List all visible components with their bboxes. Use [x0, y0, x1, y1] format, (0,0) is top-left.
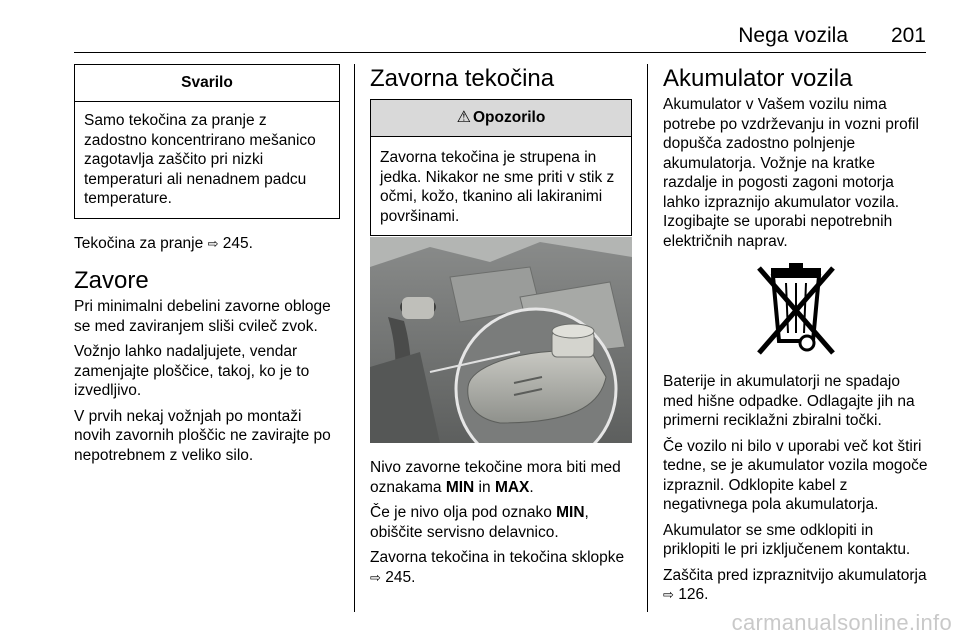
page-number: 201 — [890, 24, 926, 47]
column-middle — [370, 64, 632, 236]
battery-heading: Akumulator vozila — [663, 65, 853, 92]
engine-bay-illustration — [370, 237, 632, 443]
paragraph: Pri minimalni debelini zavorne obloge se med zaviranjem sliši cvileč zvok. — [74, 298, 331, 335]
text-run: in — [474, 478, 495, 496]
reference-page[interactable]: 126. — [678, 586, 709, 603]
max-mark: MAX — [494, 478, 530, 496]
text-run: . — [529, 478, 534, 496]
brake-fluid-heading: Zavorna tekočina — [370, 65, 555, 92]
column-divider — [354, 64, 355, 612]
section-title: Nega vozila — [738, 24, 848, 47]
paragraph: Če vozilo ni bilo v uporabi več kot štiri tedne, se je akumulator vozila mogoče izpraznil. Odklopite kabel z negativnega pola akumulatorja. — [663, 437, 928, 513]
level-paragraph — [370, 458, 632, 497]
warning-text: Zavorna tekočina je strupena in jedka. Nikakor ne sme priti v stik z očmi, kožo, tkanino ali lakiranimi površinami. — [380, 149, 615, 225]
warning-triangle-icon: ⚠ — [456, 109, 471, 126]
caution-text: Samo tekočina za pranje z zadostno koncentrirano mešanico zagotavlja zaščito pri nizki temperaturi ali nenadnem padcu temperature. — [84, 112, 316, 207]
column-divider — [647, 64, 648, 612]
reference-text: Tekočina za pranje — [74, 234, 204, 252]
warning-box — [370, 99, 632, 236]
warning-title-text: Opozorilo — [473, 109, 546, 126]
caution-box — [74, 64, 340, 219]
reference-page[interactable]: 245. — [222, 234, 253, 252]
text-run: Nivo zavorne tekočine mora biti med oznakama — [370, 459, 621, 496]
text-run: , obiščite servisno delavnico. — [370, 504, 589, 541]
crossed-out-bin-icon — [751, 263, 841, 358]
caution-title: Svarilo — [75, 65, 339, 102]
paragraph: Vožnjo lahko nadaljujete, vendar zamenjajte ploščice, takoj, ko je to izvedljivo. — [74, 343, 310, 399]
warning-title — [371, 100, 631, 137]
recycling-symbol — [663, 263, 928, 358]
service-paragraph — [370, 503, 632, 542]
column-middle-lower — [370, 458, 632, 593]
brakes-heading: Zavore — [74, 267, 149, 294]
reference-arrow-icon: ⇨ — [207, 235, 219, 251]
watermark: carmanualsonline.info — [731, 610, 952, 635]
paragraph: Akumulator se sme odklopiti in priklopiti le pri izključenem kontaktu. — [663, 521, 911, 558]
reference-arrow-icon: ⇨ — [370, 569, 381, 585]
paragraph: V prvih nekaj vožnjah po montaži novih zavornih ploščic ne zavirajte po nepotrebnem z veliko silo. — [74, 407, 331, 464]
min-mark: MIN — [445, 478, 475, 496]
paragraph: Baterije in akumulatorji ne spadajo med hišne odpadke. Odlagajte jih na primerni reciklažni zbiralni točki. — [663, 373, 915, 429]
text-run: Če je nivo olja pod oznako — [370, 504, 557, 521]
page-header — [74, 20, 926, 53]
reference-text: Zavorna tekočina in tekočina sklopke — [370, 549, 625, 566]
washer-reference — [74, 234, 340, 254]
column-left — [74, 64, 340, 471]
min-mark: MIN — [556, 504, 585, 521]
reference-text: Zaščita pred izpraznitvijo akumulatorja — [663, 566, 927, 584]
column-right — [663, 64, 928, 611]
protection-reference — [663, 566, 928, 605]
clutch-reference — [370, 548, 632, 587]
reference-arrow-icon: ⇨ — [663, 587, 674, 602]
battery-intro: Akumulator v Vašem vozilu nima potrebe po vzdrževanju in vozni profil dopušča zadostno polnjenje akumulatorja. Vožnje na kratke razdalje in pogosti zagoni motorja lahko izpraznijo akumulator vozila. Izogibajte se uporabi nepotrebnih električnih naprav. — [663, 96, 919, 250]
brake-fluid-reservoir-image — [370, 237, 632, 443]
reference-page[interactable]: 245. — [385, 568, 416, 586]
